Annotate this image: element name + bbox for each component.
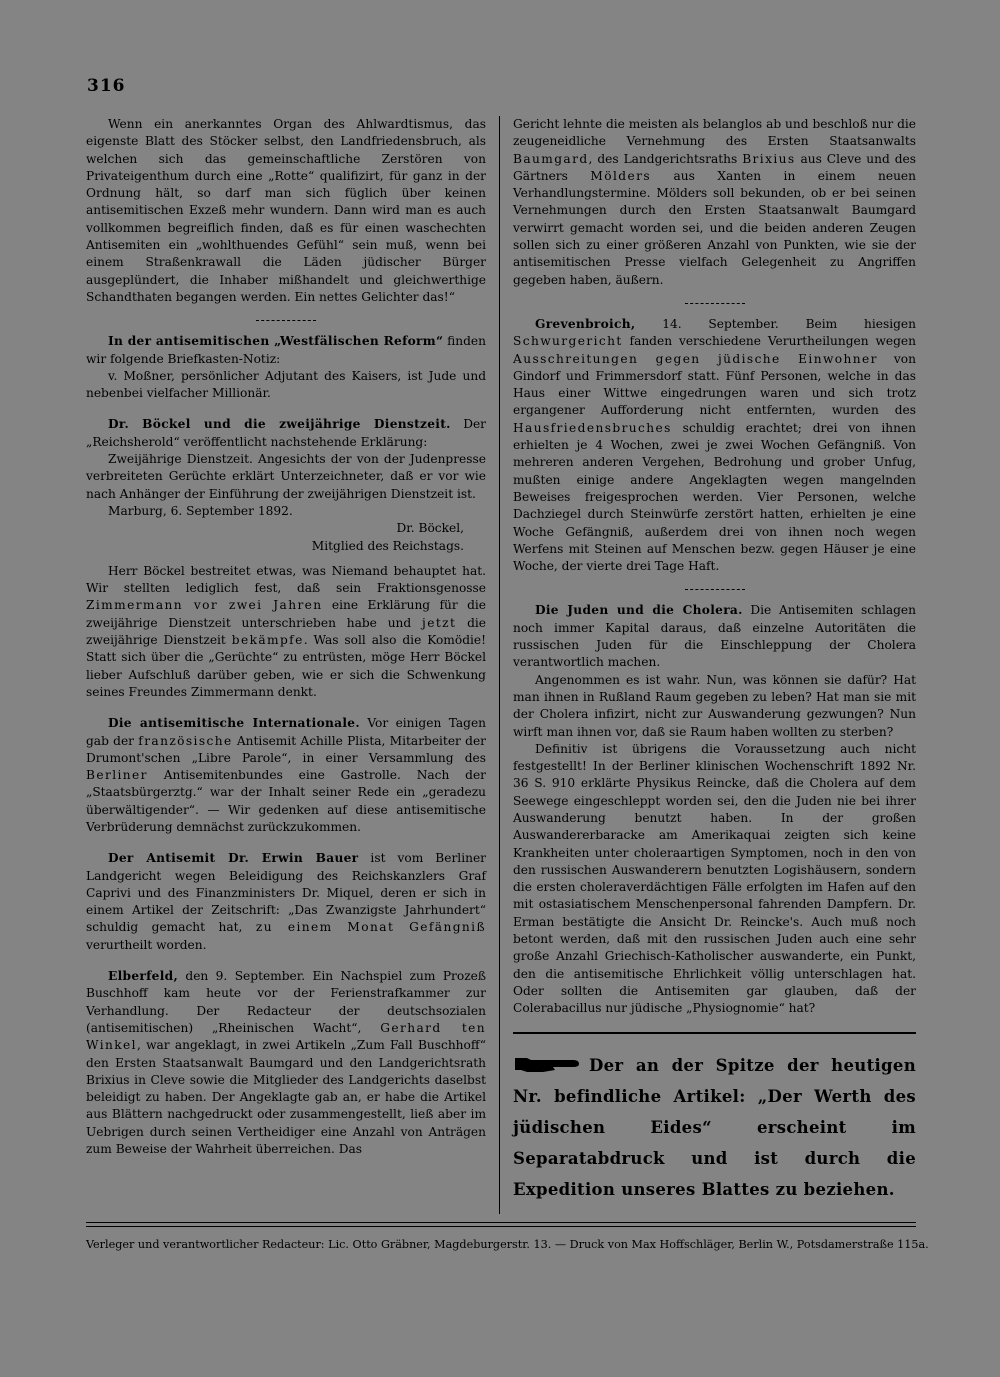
article-text: schuldig erachtet; drei von ihnen erhielten je 4 Wochen, zwei je zwei Wochen Gefängniß. Von mehreren anderen Vergehen, Bedrohung und grober Unfug, mußten einige andere Angeklagten wegen mangelnden Beweises freigesprochen werden. Vier Personen, welche Dachziegel durch Steinwürfe zerstört hatten, erhielten je eine Woche Gefängniß, außerdem drei von ihnen noch wegen Werfens mit Steinen auf Menschen bezw. gegen Häuser je eine Woche, der vierte drei Tage Haft. [513, 420, 916, 574]
separator [685, 303, 745, 304]
article-paragraph [513, 116, 916, 289]
spaced-text: Gerhard ten Winkel [86, 1020, 486, 1053]
notice-text: Der an der Spitze der heutigen Nr. befindliche Artikel: „Der Werth des jüdischen Eides“ erscheint im Separatabdruck und ist durch die Expedition unseres Blattes zu beziehen. [513, 1055, 916, 1199]
article-text: ist vom Berliner Landgericht wegen Beleidigung des Reichskanzlers Graf Caprivi und des Finanzministers Dr. Miquel, deren er sich in einem Artikel der Zeitschrift: „Das Zwanzigste Jahrhundert“ schuldig gemacht hat, [86, 851, 486, 935]
article-paragraph: Definitiv ist übrigens die Voraussetzung auch nicht festgestellt! In der Berliner klinischen Wochenschrift 1892 Nr. 36 S. 910 erklärte Physikus Reincke, daß die Cholera auf dem Seewege eingeschleppt worden sei, den die Juden nie bei ihrer Auswanderung benutzt haben. In der großen Auswandererbaracke am Amerikaquai zeigten sich keine Krankheiten unter choleraartigen Symptomen, noch in den von den russischen Auswanderern benutzten Logishäusern, sondern die ersten choleraverdächtigen Fälle erfolgten im Hafen auf den mit ostasiatischem Menschenpersonal fahrenden Dampfern. Dr. Erman bestätigte die Ansicht Dr. Reincke's. Auch muß noch betont werden, daß mit den russischen Juden auch eine sehr große Anzahl Griechisch-Katholischer auswanderte, ein Punkt, den die antisemitische Ehrlichkeit völlig unterschlagen hat. Oder sollten die Antisemiten gar glauben, daß der Colerabacillus nur jüdische „Physiognomie“ hat? [513, 741, 916, 1016]
article-paragraph [86, 968, 486, 1158]
article-text: , war angeklagt, in zwei Artikeln „Zum Fall Buschhoff“ den Ersten Staatsanwalt Baumgard und den Landgerichtsrath Brixius in Cleve sowie die Mitglieder des Landgerichts daselbst beleidigt zu haben. Der Angeklagte gab an, er habe die Artikel aus Blättern nachgedruckt oder zusammengestellt, ließ aber im Uebrigen durch seinen Vertheidiger eine Anzahl von Anträgen zum Beweise der Wahrheit überreichen. Das [86, 1038, 486, 1157]
article-text: 14. September. Beim hiesigen [635, 316, 916, 331]
article-text: finden wir folgende Briefkasten-Notiz: [86, 334, 486, 366]
dateline: Marburg, 6. September 1892. [108, 503, 293, 518]
article-text: Herr Böckel bestreitet etwas, was Niemand behauptet hat. Wir stellten lediglich fest, daß sein Fraktionsgenosse [86, 563, 486, 596]
article-elberfeld [86, 968, 486, 1158]
spaced-text: Hausfriedensbruches [513, 420, 672, 435]
pointing-hand-icon [513, 1054, 581, 1074]
article-text: Der „Reichsherold“ veröffentlicht nachstehende Erklärung: [86, 417, 487, 449]
article-quote: v. Moßner, persönlicher Adjutant des Kaisers, ist Jude und nebenbei vielfacher Millionär. [86, 368, 486, 401]
article-paragraph [86, 333, 486, 368]
separator [685, 589, 745, 590]
article-quote: Zweijährige Dienstzeit. Angesichts der von der Judenpresse verbreiteten Gerüchte erklärt Unterzeichneter, daß er vor wie nach Anhänger der Einführung der zweijährigen Dienstzeit ist. [86, 452, 486, 501]
article-paragraph: Angenommen es ist wahr. Nun, was können sie dafür? Hat man ihnen in Rußland Raum gegeben zu leben? Hat man sie mit der Cholera infizirt, nicht zur Auswanderung gezwungen? Nun wirft man ihnen vor, daß sie Raum haben wollten zu sterben? [513, 672, 916, 739]
page-number: 316 [87, 76, 126, 96]
article-text: eine Erklärung für die zweijährige Dienstzeit unterschrieben habe und [86, 598, 486, 630]
article-elberfeld-continued [513, 116, 916, 289]
spaced-text: Mölders [590, 168, 651, 183]
article-text: von Gindorf und Frimmersdorf statt. Fünf Personen, welche in das Haus einer Wittwe eingedrungen waren und sich trotz ergangener Aufforderung nicht entfernten, wurden des [513, 351, 916, 418]
article-erwin-bauer [86, 850, 486, 954]
article-text: Gericht lehnte die meisten als belanglos ab und beschloß nur die zeugeneidliche Vernehmung des Ersten Staatsanwalts [513, 117, 916, 149]
right-column [513, 116, 916, 1205]
article-boeckel [86, 416, 486, 701]
spaced-text: Berliner [86, 768, 148, 783]
article-text: die zweijährige Dienstzeit [86, 615, 486, 648]
spaced-text: bekämpfe [231, 633, 304, 648]
article-paragraph [513, 316, 916, 575]
spaced-text: Brixius [742, 151, 796, 166]
article-grevenbroich [513, 316, 916, 575]
spaced-text: Schwurgericht [513, 334, 623, 349]
article-text: , des Landgerichtsraths [588, 151, 743, 166]
article-text: verurtheilt worden. [86, 937, 207, 952]
left-column [86, 116, 486, 1172]
article-heading: Die antisemitische Internationale. [108, 716, 360, 731]
spaced-text: französische [138, 733, 233, 748]
article-text: Antisemit Achille Plista, Mitarbeiter der Drumont'schen „Libre Parole“, in einer Versammlung des [86, 733, 486, 765]
article-cholera [513, 602, 916, 1017]
article-heading: In der antisemitischen „Westfälischen Reform“ [108, 334, 444, 349]
article-text: Die Antisemiten schlagen noch immer Kapital daraus, daß einzelne Autoritäten die russischen Juden für die Einschleppung der Cholera verantwortlich machen. [513, 603, 916, 670]
article-paragraph [86, 715, 486, 836]
article-heading: Grevenbroich, [535, 316, 636, 331]
article-text: aus Cleve und des Gärtners [513, 151, 917, 183]
article-paragraph [86, 850, 486, 954]
spaced-text: Baumgard [513, 151, 589, 166]
article-heading: Der Antisemit Dr. Erwin Bauer [108, 851, 359, 866]
column-divider [499, 116, 500, 1214]
spaced-text: Zimmermann vor zwei Jahren [86, 598, 323, 613]
signature-title: Mitglied des Reichstags. [311, 538, 464, 553]
footer-rule-inner [86, 1226, 916, 1227]
article-text: Vor einigen Tagen gab der [86, 716, 487, 748]
article-heading: Elberfeld, [108, 969, 179, 984]
article-text: aus Xanten in einem neuen Verhandlungstermine. Mölders soll bekunden, ob er bei seinen Vernehmungen durch den Ersten Staatsanwalt Baumgard verwirrt gemacht worden sei, und die beiden anderen Zeugen sollen sich zu einer größeren Anzahl von Punkten, wie sie der antisemitischen Presse vielfach Gelegenheit zu Angriffen gegeben haben, äußern. [513, 168, 916, 287]
separator [256, 320, 316, 321]
signature-name: Dr. Böckel, [396, 521, 464, 536]
article-paragraph [86, 563, 486, 701]
spaced-text: zu einem Monat Gefängniß [255, 920, 486, 935]
article-paragraph [86, 416, 486, 451]
spaced-text: Ausschreitungen gegen jüdische Einwohner [513, 351, 878, 366]
article-text: den 9. September. Ein Nachspiel zum Prozeß Buschhoff kam heute vor der Ferienstrafkammer zur Verhandlung. Der Redacteur der deutschsozialen (antisemitischen) „Rheinischen Wacht“, [86, 969, 486, 1035]
spaced-text: jetzt [422, 615, 457, 630]
notice-rule [513, 1032, 916, 1034]
imprint-footer: Verleger und verantwortlicher Redacteur: Lic. Otto Gräbner, Magdeburgerstr. 13. — Druck von Max Hoffschläger, Berlin W., Potsdamerstraße 115a. [86, 1238, 929, 1251]
article-ahlwardtismus [86, 116, 486, 306]
article-text: . Was soll also die Komödie! Statt sich über die „Gerüchte“ zu entrüsten, möge Herr Böckel lieber Aufschluß darüber geben, wie er sich die Schwenkung seines Freundes Zimmermann denkt. [86, 633, 487, 699]
article-heading: Dr. Böckel und die zweijährige Dienstzeit. [108, 417, 451, 432]
article-heading: Die Juden und die Cholera. [535, 603, 743, 618]
article-text: Antisemitenbundes eine Gastrolle. Nach der „Staatsbürgerztg.“ war der Inhalt seiner Rede ein „geradezu überwältigender“. — Wir gedenken auf diese antisemitische Verbrüderung demnächst zurückzukommen. [86, 768, 486, 834]
article-westfaelische-reform [86, 333, 486, 402]
notice-box [513, 1050, 916, 1205]
article-paragraph [513, 602, 916, 671]
footer-rule-top [86, 1222, 916, 1223]
article-internationale [86, 715, 486, 836]
article-text: fanden verschiedene Verurtheilungen wegen [622, 334, 916, 349]
article-text: Wenn ein anerkanntes Organ des Ahlwardtismus, das eigenste Blatt des Stöcker selbst, den Landfriedensbruch, als welchen sich das gemeinschaftliche Zerstören von Privateigenthum durch eine „Rotte“ qualifizirt, für ganz in der Ordnung hält, so darf man sich füglich über keinen antisemitischen Exzeß mehr wundern. Dann wird man es auch vollkommen begreiflich finden, daß es für einen waschechten Antisemiten ein „wohlthuendes Gefühl“ sein muß, wenn bei einem Straßenkrawall die Läden jüdischer Bürger ausgeplündert, die Inhaber mißhandelt und gleichwerthige Schandthaten begangen werden. Ein nettes Gelichter das!“ [86, 117, 486, 304]
